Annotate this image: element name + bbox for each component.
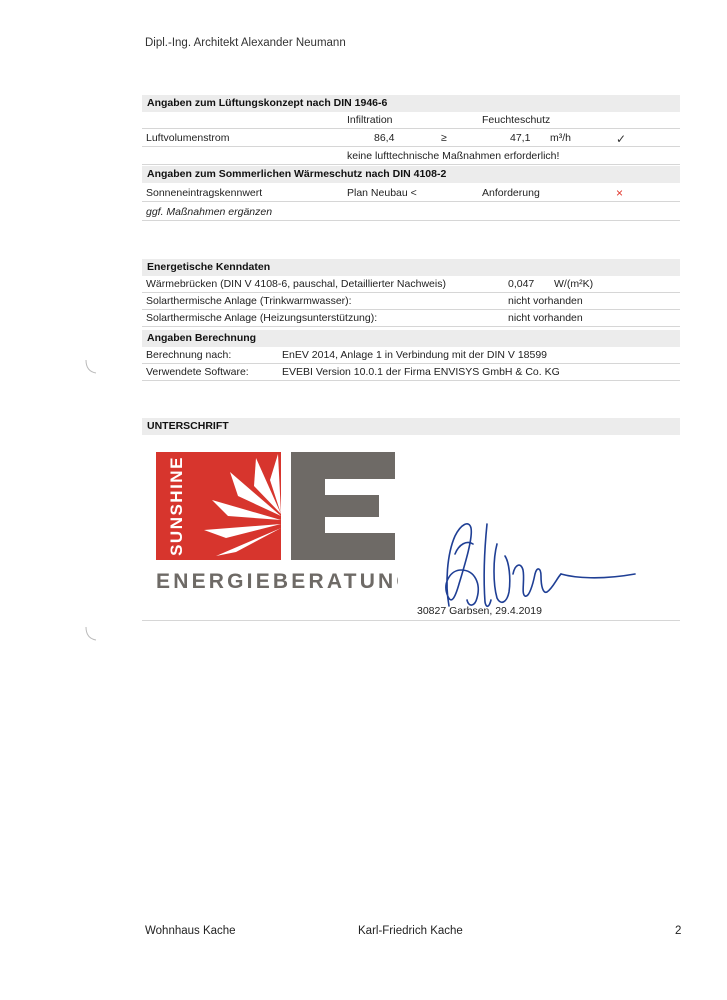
unit-m3h: m³/h bbox=[550, 132, 571, 144]
signature-graphic bbox=[425, 514, 640, 614]
section-heading-unterschrift: UNTERSCHRIFT bbox=[142, 418, 680, 435]
handwritten-signature bbox=[425, 514, 640, 617]
lueftung-conclusion: keine lufttechnische Maßnahmen erforderlich! bbox=[347, 150, 560, 162]
berechnung-row-value: EnEV 2014, Anlage 1 in Verbindung mit der DIN V 18599 bbox=[282, 349, 548, 361]
footer-page-number: 2 bbox=[675, 925, 682, 937]
architect-name: Dipl.-Ing. Architekt Alexander Neumann bbox=[145, 37, 346, 49]
energie-row bbox=[142, 276, 680, 293]
energie-row-label: Solarthermische Anlage (Trinkwarmwasser): bbox=[146, 295, 352, 307]
row-label-sonneneintrag: Sonneneintragskennwert bbox=[146, 187, 263, 199]
berechnung-row bbox=[142, 347, 680, 364]
section-heading-lueftung: Angaben zum Lüftungskonzept nach DIN 1946-6 bbox=[142, 95, 680, 112]
lueftung-column-header-row bbox=[142, 112, 680, 129]
energie-row-value: 0,047 bbox=[508, 278, 535, 290]
scan-mark-icon bbox=[84, 625, 98, 643]
row-label-luftvolumenstrom: Luftvolumenstrom bbox=[146, 132, 230, 144]
check-icon: ✓ bbox=[616, 132, 627, 146]
section-heading-sommer: Angaben zum Sommerlichen Wärmeschutz nach DIN 4108-2 bbox=[142, 166, 680, 183]
berechnung-row-label: Verwendete Software: bbox=[146, 366, 249, 378]
sunshine-logo bbox=[156, 452, 398, 592]
place-date: 30827 Garbsen, 29.4.2019 bbox=[417, 605, 542, 617]
energie-row-label: Solarthermische Anlage (Heizungsunterstützung): bbox=[146, 312, 378, 324]
anforderung-label: Anforderung bbox=[482, 187, 540, 199]
feuchteschutz-value: 47,1 bbox=[510, 132, 531, 144]
infiltration-value: 86,4 bbox=[374, 132, 395, 144]
sunshine-logo-graphic bbox=[156, 452, 398, 592]
sommer-data-row bbox=[142, 185, 680, 202]
section-heading-energie: Energetische Kenndaten bbox=[142, 259, 680, 276]
footer-client: Karl-Friedrich Kache bbox=[358, 925, 463, 937]
berechnung-row-label: Berechnung nach: bbox=[146, 349, 232, 361]
scan-mark-icon bbox=[84, 358, 98, 376]
sommer-note-row bbox=[142, 204, 680, 221]
lueftung-conclusion-row bbox=[142, 148, 680, 165]
energie-row-value: nicht vorhanden bbox=[508, 312, 583, 324]
section-heading-berechnung: Angaben Berechnung bbox=[142, 330, 680, 347]
cross-icon: × bbox=[616, 186, 624, 200]
lueftung-data-row bbox=[142, 130, 680, 147]
berechnung-row bbox=[142, 364, 680, 381]
svg-text:SUNSHINE: SUNSHINE bbox=[167, 456, 186, 556]
col-feuchteschutz: Feuchteschutz bbox=[482, 114, 551, 126]
sommer-note: ggf. Maßnahmen ergänzen bbox=[146, 206, 273, 218]
berechnung-row-value: EVEBI Version 10.0.1 der Firma ENVISYS GmbH & Co. KG bbox=[282, 366, 560, 378]
energie-row bbox=[142, 310, 680, 327]
signature-divider bbox=[142, 620, 680, 621]
col-infiltration: Infiltration bbox=[347, 114, 393, 126]
svg-text:ENERGIEBERATUNG: ENERGIEBERATUNG bbox=[156, 570, 398, 592]
energie-row-value: nicht vorhanden bbox=[508, 295, 583, 307]
footer-project: Wohnhaus Kache bbox=[145, 925, 236, 937]
energie-row-label: Wärmebrücken (DIN V 4108-6, pauschal, Detaillierter Nachweis) bbox=[146, 278, 446, 290]
energie-row-unit: W/(m²K) bbox=[554, 278, 594, 290]
plan-neubau-label: Plan Neubau < bbox=[347, 187, 417, 199]
comparator: ≥ bbox=[441, 132, 447, 144]
energie-row bbox=[142, 293, 680, 310]
